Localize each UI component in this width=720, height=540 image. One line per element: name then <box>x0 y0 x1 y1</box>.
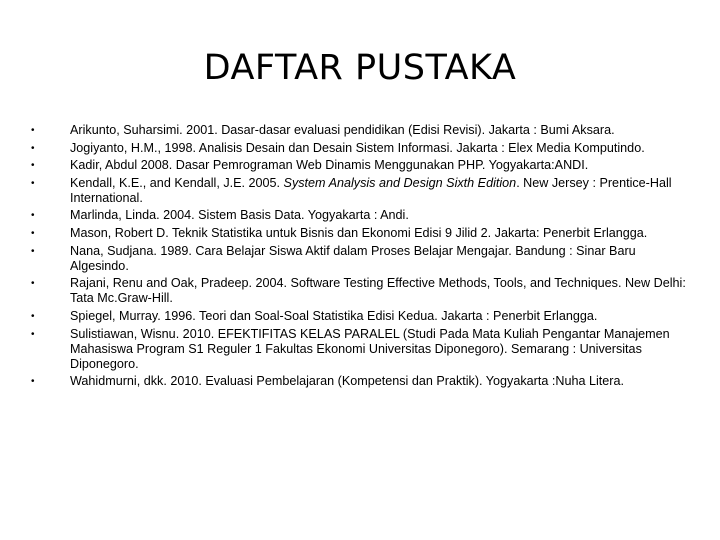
reference-text: Arikunto, Suharsimi. 2001. Dasar-dasar evaluasi pendidikan (Edisi Revisi). Jakarta : Bumi Aksara. <box>70 123 615 137</box>
reference-text <box>70 176 672 205</box>
bullet-icon: • <box>31 142 35 154</box>
bullet-icon: • <box>31 245 35 257</box>
list-item <box>28 276 696 306</box>
reference-text: Nana, Sudjana. 1989. Cara Belajar Siswa Aktif dalam Proses Belajar Mengajar. Bandung : Sinar Baru Algesindo. <box>70 243 636 273</box>
reference-text: Wahidmurni, dkk. 2010. Evaluasi Pembelajaran (Kompetensi dan Praktik). Yogyakarta :Nuha Litera. <box>70 374 624 389</box>
list-item <box>28 226 696 241</box>
reference-text: Jogiyanto, H.M., 1998. Analisis Desain dan Desain Sistem Informasi. Jakarta : Elex Media Komputindo. <box>70 140 645 155</box>
list-item <box>28 327 696 372</box>
reference-text: Marlinda, Linda. 2004. Sistem Basis Data. Yogyakarta : Andi. <box>70 208 409 223</box>
reference-text: Mason, Robert D. Teknik Statistika untuk Bisnis dan Ekonomi Edisi 9 Jilid 2. Jakarta: Penerbit Erlangga. <box>70 226 648 241</box>
bullet-icon: • <box>31 278 35 290</box>
list-item <box>28 309 696 324</box>
reference-text-start: Kendall, K.E., and Kendall, J.E. 2005. <box>70 175 284 190</box>
list-item <box>28 244 696 274</box>
reference-text-end: . New Jersey : Prentice-Hall International. <box>70 175 672 205</box>
bullet-icon: • <box>31 311 35 323</box>
bullet-icon: • <box>31 210 35 222</box>
reference-list <box>28 123 696 392</box>
reference-text: Sulistiawan, Wisnu. 2010. EFEKTIFITAS KELAS PARALEL (Studi Pada Mata Kuliah Pengantar Manajemen Mahasiswa Program S1 Reguler 1 Fakultas Ekonomi Universitas Diponegoro). Semarang : Universitas Diponegoro. <box>70 326 670 371</box>
reference-book-title: System Analysis and Design Sixth Edition <box>283 175 517 190</box>
list-item <box>28 141 696 156</box>
bullet-icon: • <box>31 160 35 172</box>
bullet-icon: • <box>31 328 35 340</box>
list-item <box>28 123 696 138</box>
reference-text: Rajani, Renu and Oak, Pradeep. 2004. Software Testing Effective Methods, Tools, and Techniques. New Delhi: Tata Mc.Graw-Hill. <box>70 276 686 306</box>
reference-text: Spiegel, Murray. 1996. Teori dan Soal-Soal Statistika Edisi Kedua. Jakarta : Penerbit Erlangga. <box>70 309 598 324</box>
page-title: DAFTAR PUSTAKA <box>203 48 517 88</box>
bullet-icon: • <box>31 376 35 388</box>
list-item <box>28 208 696 223</box>
reference-text: Kadir, Abdul 2008. Dasar Pemrograman Web Dinamis Menggunakan PHP. Yogyakarta:ANDI. <box>70 158 589 173</box>
list-item <box>28 158 696 173</box>
list-item <box>28 176 696 206</box>
bullet-icon: • <box>31 177 35 189</box>
list-item <box>28 374 696 389</box>
bullet-icon: • <box>31 125 35 136</box>
bullet-icon: • <box>31 228 35 240</box>
